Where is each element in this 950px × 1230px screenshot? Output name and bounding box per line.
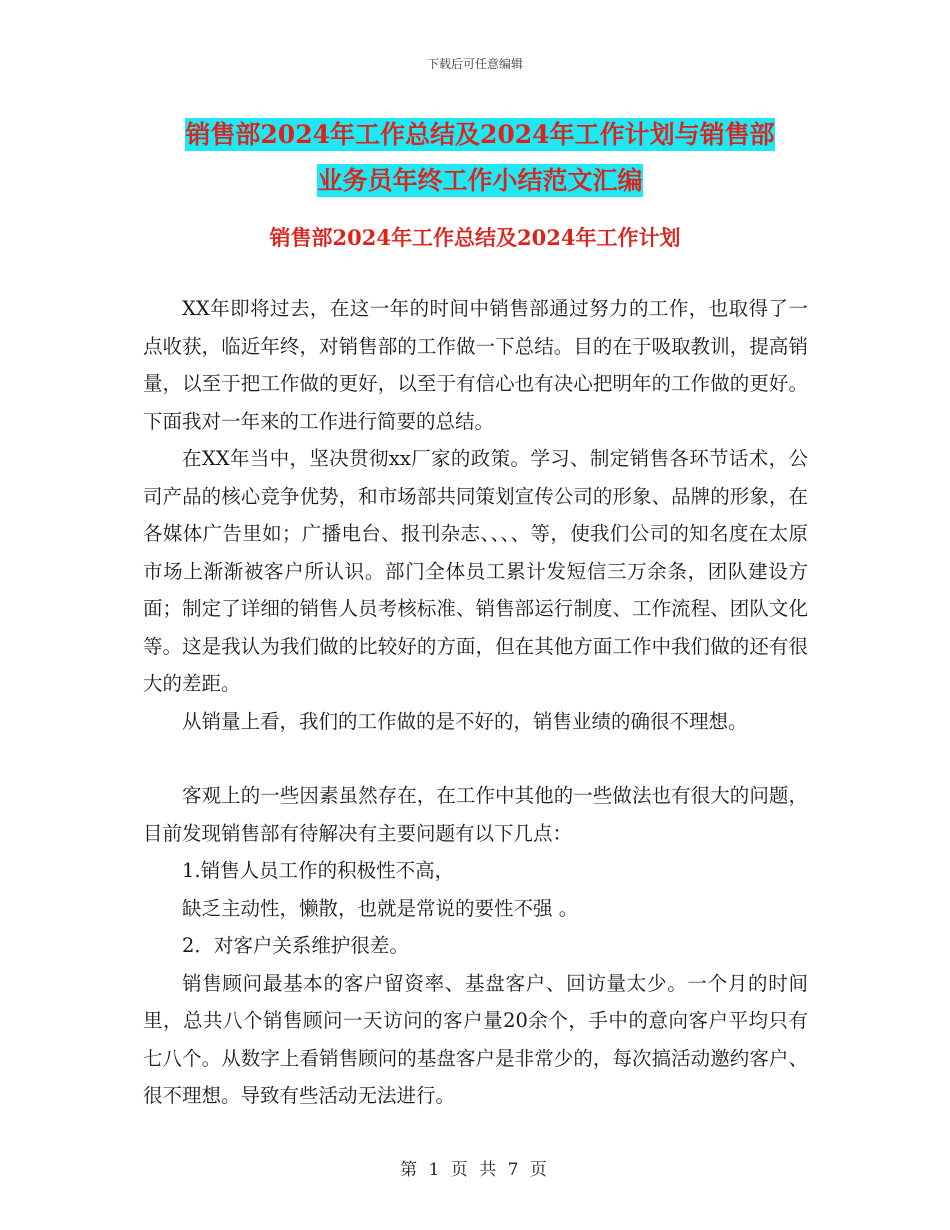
header-note: 下载后可任意编辑 [426, 57, 523, 71]
page-number-footer: 第 1 页 共 7 页 [400, 1160, 550, 1180]
document-body [143, 290, 808, 1115]
paragraph-6: 销售顾问最基本的客户留资率、基盘客户、回访量太少。一个月的时间里，总共八个销售顾问一天访问的客户量20余个，手中的意向客户平均只有七八个。从数字上看销售顾问的基盘客户是非常少的，每次搞活动邀约客户、很不理想。导致有些活动无法进行。 [143, 971, 808, 1107]
document-title [140, 112, 820, 204]
paragraph-4: 客观上的一些因素虽然存在，在工作中其他的一些做法也有很大的问题，目前发现销售部有待解决有主要问题有以下几点： [143, 784, 808, 845]
paragraph-5: 缺乏主动性，懒散，也就是常说的要性不强 。 [182, 896, 579, 920]
list-item-2: 2．对客户关系维护很差。 [182, 934, 409, 957]
paragraph-1: XX年即将过去，在这一年的时间中销售部通过努力的工作，也取得了一点收获，临近年终，对销售部的工作做一下总结。目的在于吸取教训，提高销量，以至于把工作做的更好，以至于有信心也有决心把明年的工作做的更好。下面我对一年来的工作进行简要的总结。 [143, 297, 808, 433]
paragraph-2: 在XX年当中，坚决贯彻xx厂家的政策。学习、制定销售各环节话术，公司产品的核心竞争优势，和市场部共同策划宣传公司的形象、品牌的形象，在各媒体广告里如；广播电台、报刊杂志、、、、等，使我们公司的知名度在太原市场上渐渐被客户所认识。部门全体员工累计发短信三万余条，团队建设方面；制定了详细的销售人员考核标准、销售部运行制度、工作流程、团队文化等。这是我认为我们做的比较好的方面，但在其他方面工作中我们做的还有很大的差距。 [143, 447, 808, 695]
paragraph-3: 从销量上看，我们的工作做的是不好的，销售业绩的确很不理想。 [182, 709, 748, 733]
title-line-2: 业务员年终工作小结范文汇编 [317, 166, 643, 195]
title-line-1: 销售部2024年工作总结及2024年工作计划与销售部 [185, 120, 775, 149]
list-item-1: 1.销售人员工作的积极性不高， [182, 859, 455, 882]
section-title: 销售部2024年工作总结及2024年工作计划 [269, 225, 681, 250]
